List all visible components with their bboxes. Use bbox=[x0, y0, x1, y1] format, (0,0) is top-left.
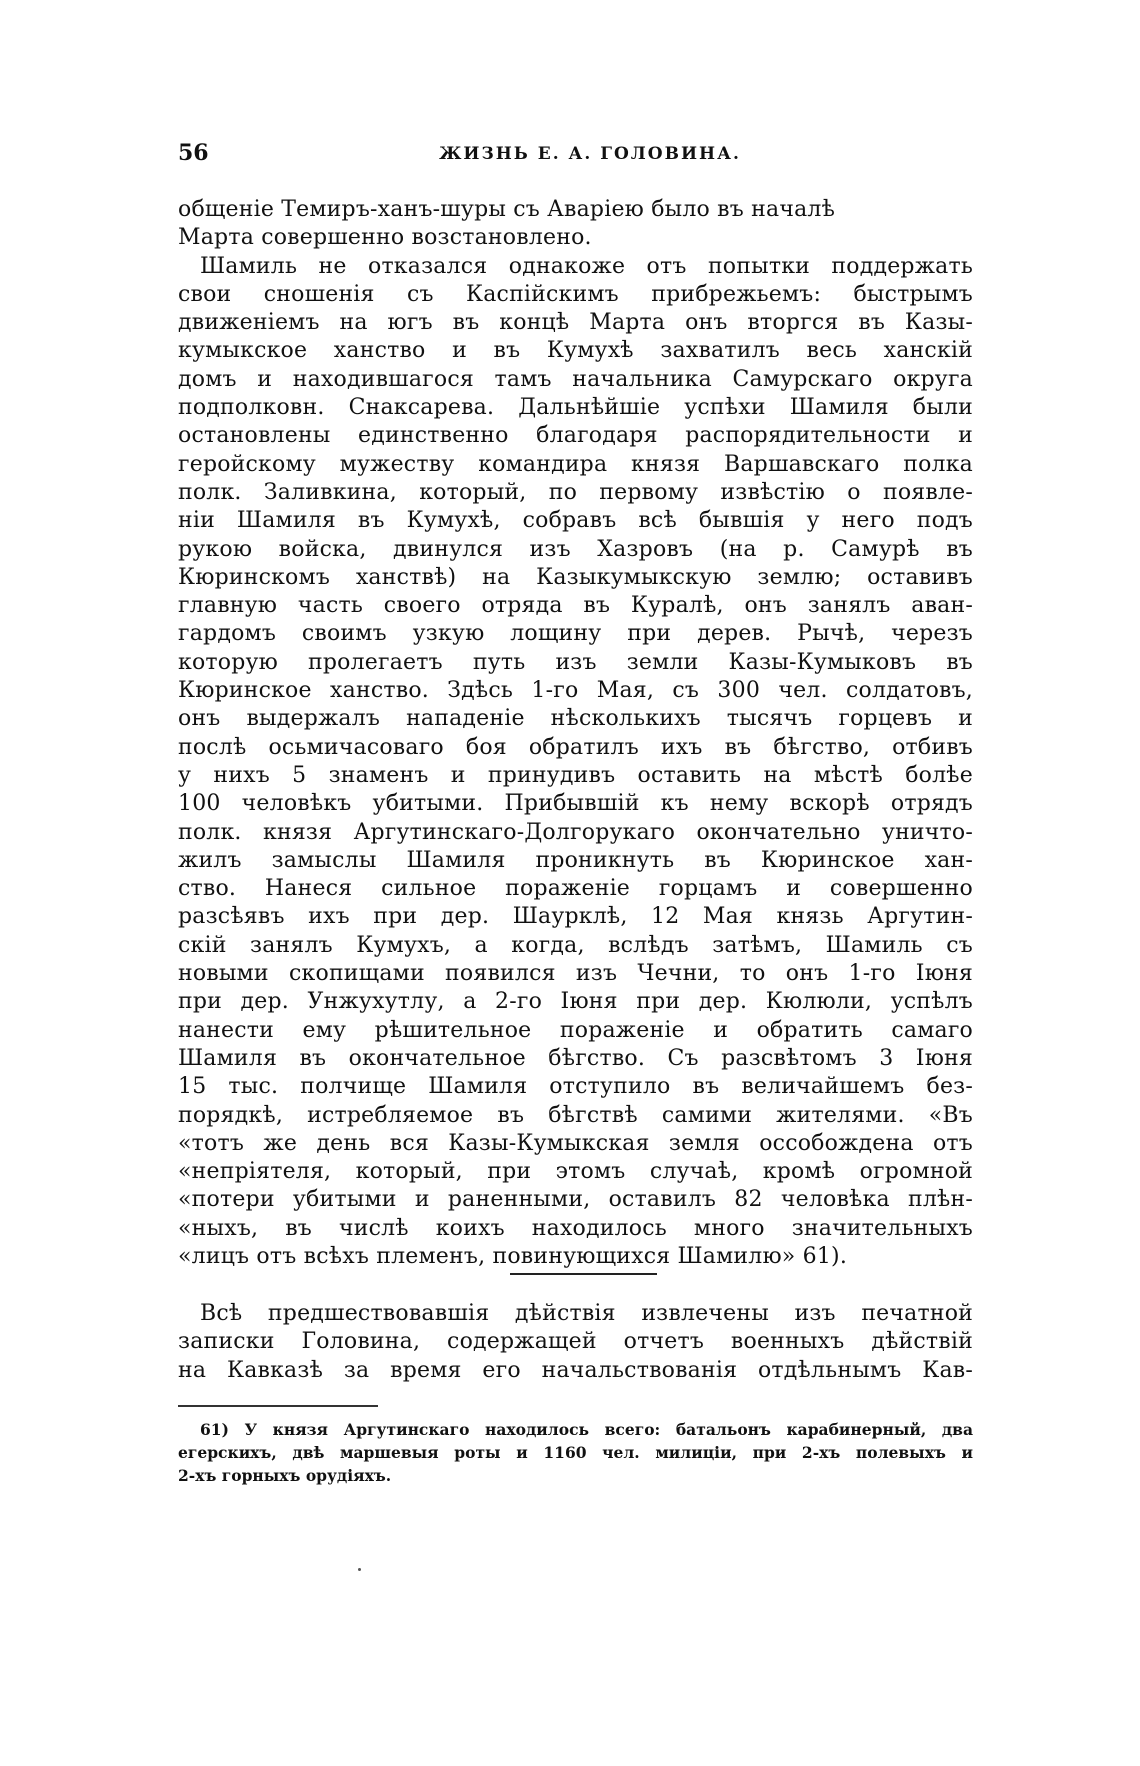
text-line: полк. князя Аргутинскаго-Долгорукаго окончательно уничто- bbox=[178, 819, 973, 845]
text-line: 100 человѣкъ убитыми. Прибывшiй къ нему вскорѣ отрядъ bbox=[178, 791, 973, 817]
text-line: рукою войска, двинулся изъ Хазровъ (на р. Самурѣ въ bbox=[178, 536, 973, 562]
text-line: «лицъ отъ всѣхъ племенъ, повинующихся Шамилю» 61). bbox=[178, 1243, 848, 1269]
text-line: свои сношенiя съ Каспiйскимъ прибрежьемъ: быстрымъ bbox=[178, 281, 973, 307]
text-line: Кюринскомъ ханствѣ) на Казыкумыкскую землю; оставивъ bbox=[178, 564, 973, 590]
text-line: Марта совершенно возстановлено. bbox=[178, 225, 592, 251]
text-line: разсѣявъ ихъ при дер. Шаурклѣ, 12 Мая князь Аргутин- bbox=[178, 904, 973, 930]
text-line: полк. Заливкина, который, по первому извѣстiю о появле- bbox=[178, 479, 973, 505]
text-line: геройскому мужеству командира князя Варшавскаго полка bbox=[178, 451, 973, 477]
text-line: на Кавказѣ за время его начальствованiя отдѣльнымъ Кав- bbox=[178, 1357, 973, 1383]
text-line: послѣ осьмичасоваго боя обратилъ ихъ въ бѣгство, отбивъ bbox=[178, 734, 973, 760]
text-line: гардомъ своимъ узкую лощину при дерев. Рычѣ, черезъ bbox=[178, 621, 973, 647]
section-divider bbox=[510, 1273, 657, 1275]
running-title: ЖИЗНЬ Е. А. ГОЛОВИНА. bbox=[439, 144, 741, 164]
text-line: нанести ему рѣшительное пораженiе и обратить самаго bbox=[178, 1017, 973, 1043]
text-line: «непрiятеля, который, при этомъ случаѣ, кромѣ огромной bbox=[178, 1159, 973, 1185]
text-line: у нихъ 5 знаменъ и принудивъ оставить на мѣстѣ болѣе bbox=[178, 762, 973, 788]
footnote-divider bbox=[178, 1405, 378, 1407]
text-line: домъ и находившагося тамъ начальника Самурскаго округа bbox=[178, 366, 973, 392]
text-line: онъ выдержалъ нападенiе нѣсколькихъ тысячъ горцевъ и bbox=[178, 706, 973, 732]
text-line: подполковн. Снаксарева. Дальнѣйшiе успѣхи Шамиля были bbox=[178, 395, 973, 421]
main-text bbox=[178, 196, 973, 1271]
text-line: нiи Шамиля въ Кумухѣ, собравъ всѣ бывшiя у него подъ bbox=[178, 508, 973, 534]
text-line: общенiе Темиръ-ханъ-шуры съ Аварiею было въ началѣ bbox=[178, 197, 836, 222]
second-section-text bbox=[178, 1300, 973, 1385]
text-line: кумыкское ханство и въ Кумухѣ захватилъ весь ханскiй bbox=[178, 338, 973, 364]
text-line: 15 тыс. полчище Шамиля отступило въ величайшемъ без- bbox=[178, 1074, 973, 1100]
text-line: Шамиль не отказался однакоже отъ попытки поддержать bbox=[200, 253, 973, 279]
text-line: ство. Нанеся сильное пораженiе горцамъ и совершенно bbox=[178, 876, 973, 902]
text-line: «потери убитыми и раненными, оставилъ 82 человѣка плѣн- bbox=[178, 1187, 973, 1213]
text-line: Кюринское ханство. Здѣсь 1-го Мая, съ 300 чел. солдатовъ, bbox=[178, 678, 973, 704]
text-line: «ныхъ, въ числѣ коихъ находилось много значительныхъ bbox=[178, 1215, 973, 1241]
text-line: записки Головина, содержащей отчетъ военныхъ дѣйствiй bbox=[178, 1329, 973, 1355]
footnote-line: 61) У князя Аргутинскаго находилось всего: батальонъ карабинерный, два bbox=[200, 1420, 973, 1439]
page-number: 56 bbox=[178, 140, 209, 166]
text-line: жилъ замыслы Шамиля проникнуть въ Кюринское хан- bbox=[178, 847, 973, 873]
text-line: которую пролегаетъ путь изъ земли Казы-Кумыковъ въ bbox=[178, 649, 973, 675]
text-line: скiй занялъ Кумухъ, а когда, вслѣдъ затѣмъ, Шамиль съ bbox=[178, 932, 973, 958]
text-line: Всѣ предшествовавшiя дѣйствiя извлечены изъ печатной bbox=[200, 1301, 973, 1326]
text-line: новыми скопищами появился изъ Чечни, то онъ 1-го Iюня bbox=[178, 961, 973, 987]
text-line: остановлены единственно благодаря распорядительности и bbox=[178, 423, 973, 449]
footnote bbox=[178, 1418, 973, 1487]
text-line: движенiемъ на югъ въ концѣ Марта онъ вторгся въ Казы- bbox=[178, 310, 973, 336]
text-line: при дер. Унжухутлу, а 2-го Iюня при дер. Кюлюли, успѣлъ bbox=[178, 989, 973, 1015]
text-line: порядкѣ, истребляемое въ бѣгствѣ самими жителями. «Въ bbox=[178, 1102, 973, 1128]
footnote-line: егерскихъ, двѣ маршевыя роты и 1160 чел. милицiи, при 2-хъ полевыхъ и bbox=[178, 1443, 973, 1462]
text-line: Шамиля въ окончательное бѣгство. Съ разсвѣтомъ 3 Iюня bbox=[178, 1045, 973, 1071]
text-line: «тотъ же день вся Казы-Кумыкская земля оссобождена отъ bbox=[178, 1130, 973, 1156]
text-line: главную часть своего отряда въ Куралѣ, онъ занялъ аван- bbox=[178, 593, 973, 619]
footnote-line: 2-хъ горныхъ орудiяхъ. bbox=[178, 1466, 392, 1485]
print-speck bbox=[358, 1568, 361, 1571]
